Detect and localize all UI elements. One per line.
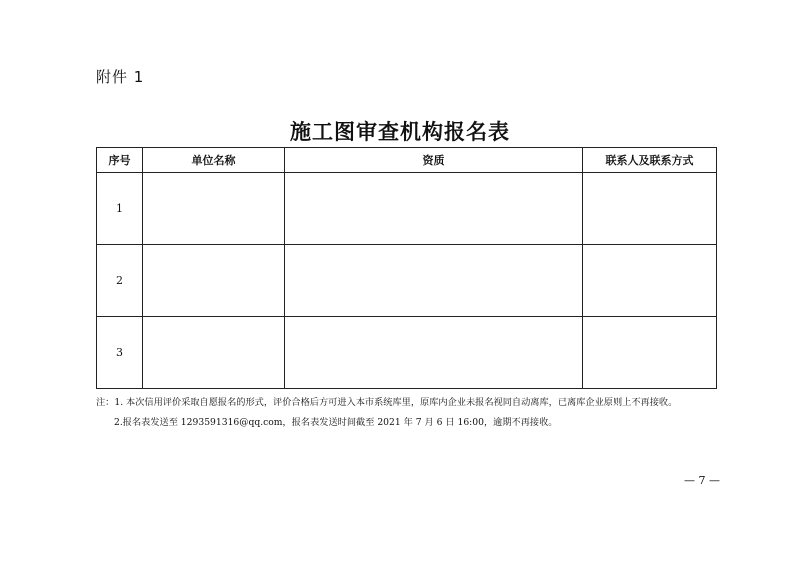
page-number: — 7 — — [684, 474, 720, 487]
unit-name-cell — [143, 317, 285, 389]
attachment-label: 附件 1 — [96, 68, 145, 86]
header-serial-no: 序号 — [97, 148, 143, 173]
header-contact: 联系人及联系方式 — [583, 148, 717, 173]
unit-name-cell — [143, 245, 285, 317]
row-serial-no: 1 — [97, 173, 143, 245]
table-row — [97, 245, 717, 317]
table-row — [97, 317, 717, 389]
contact-cell — [583, 245, 717, 317]
header-qualification: 资质 — [285, 148, 583, 173]
qualification-cell — [285, 245, 583, 317]
table-row — [97, 173, 717, 245]
row-serial-no: 3 — [97, 317, 143, 389]
notes — [96, 393, 677, 433]
qualification-cell — [285, 317, 583, 389]
row-serial-no: 2 — [97, 245, 143, 317]
unit-name-cell — [143, 173, 285, 245]
note-line-1: 注：1. 本次信用评价采取自愿报名的形式，评价合格后方可进入本市系统库里，原库内企业未报名视同自动离库，已离库企业原则上不再接收。 — [96, 397, 678, 408]
contact-cell — [583, 173, 717, 245]
page-title: 施工图审查机构报名表 — [290, 119, 510, 144]
note-line-2: 2.报名表发送至 1293591316@qq.com，报名表发送时间截至 2021 年 7 月 6 日 16:00，逾期不再接收。 — [114, 417, 558, 428]
registration-table — [96, 147, 717, 389]
header-unit-name: 单位名称 — [143, 148, 285, 173]
contact-cell — [583, 317, 717, 389]
table-header-row — [97, 148, 717, 173]
qualification-cell — [285, 173, 583, 245]
